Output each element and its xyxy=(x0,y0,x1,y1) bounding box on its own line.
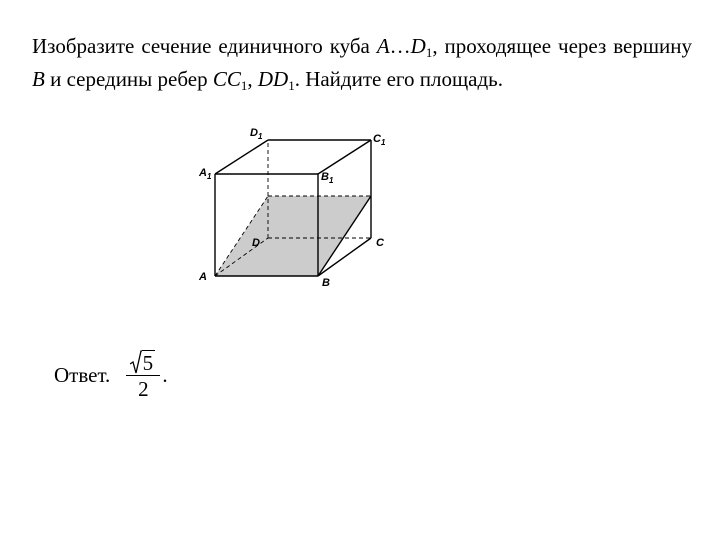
label-a: A xyxy=(199,271,207,283)
problem-text xyxy=(32,30,692,96)
label-b: B xyxy=(322,277,330,289)
label-b1: $B_1$ xyxy=(321,171,334,185)
answer-radicand: 5 xyxy=(142,350,154,375)
sqrt-sign-icon xyxy=(130,350,142,374)
label-d1: $D_1$ xyxy=(250,127,263,141)
edge-cc1-subscript: 1 xyxy=(240,78,248,93)
edge-a1d1 xyxy=(215,140,268,174)
label-c: C xyxy=(376,237,384,249)
label-c1: $C_1$ xyxy=(373,133,386,147)
cube-vertex-start: A xyxy=(376,34,390,58)
edge-dd1-subscript: 1 xyxy=(288,78,295,93)
separator: , xyxy=(247,67,258,91)
label-a1: $A_1$ xyxy=(199,167,212,181)
problem-text-part: и середины ребер xyxy=(44,67,213,91)
answer-numerator xyxy=(130,350,158,375)
cross-section xyxy=(215,196,371,276)
cube-diagram xyxy=(190,118,400,293)
answer xyxy=(54,340,168,410)
problem-text-part: Изобразите сечение единичного куба xyxy=(32,34,377,58)
edge-dd1: DD xyxy=(257,67,289,91)
answer-period: . xyxy=(162,362,168,387)
cube-vertex-end-subscript: 1 xyxy=(425,45,433,60)
label-d: D xyxy=(252,237,260,249)
answer-label: Ответ. xyxy=(54,362,111,387)
answer-denominator: 2 xyxy=(138,376,149,401)
ellipsis: … xyxy=(389,34,411,58)
answer-fraction xyxy=(126,350,160,401)
cube-vertex-end: D xyxy=(410,34,426,58)
section-vertex: B xyxy=(32,67,45,91)
edge-cc1: CC xyxy=(212,67,241,91)
cube-figure xyxy=(190,118,400,293)
problem-text-part: , проходящее через вершину xyxy=(432,34,692,58)
problem-text-part: . Найдите его площадь. xyxy=(294,67,503,91)
edge-b1c1 xyxy=(318,140,371,174)
